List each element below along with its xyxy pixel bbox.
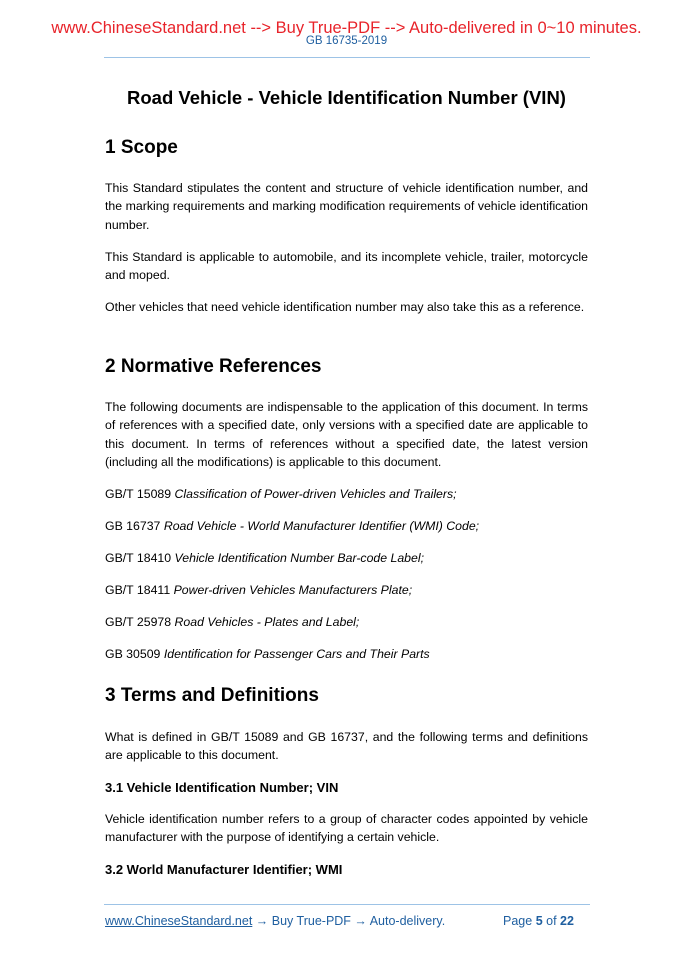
terms-intro: What is defined in GB/T 15089 and GB 16737, and the following terms and definitions are applicable to this document. xyxy=(105,730,588,763)
reference-item xyxy=(105,519,588,533)
footer-links xyxy=(105,914,445,928)
term-3-1-definition: Vehicle identification number refers to a group of character codes appointed by vehicle manufacturer with the purpose of identifying a certain vehicle. xyxy=(105,812,588,845)
term-3-1-heading: 3.1 Vehicle Identification Number; VIN xyxy=(105,780,339,795)
reference-code: GB/T 25978 xyxy=(105,615,172,629)
reference-item xyxy=(105,551,588,565)
document-title: Road Vehicle - Vehicle Identification Number (VIN) xyxy=(127,87,566,108)
reference-title: Road Vehicle - World Manufacturer Identifier (WMI) Code; xyxy=(163,519,480,533)
standard-number: GB 16735-2019 xyxy=(305,35,388,47)
header-divider xyxy=(104,57,590,58)
reference-code: GB 16737 xyxy=(105,519,161,533)
page-indicator xyxy=(503,914,574,928)
reference-title: Road Vehicles - Plates and Label; xyxy=(174,615,360,629)
reference-title: Identification for Passenger Cars and Their Parts xyxy=(163,647,430,661)
reference-code: GB 30509 xyxy=(105,647,161,661)
footer-site-link[interactable]: www.ChineseStandard.net xyxy=(105,914,253,928)
scope-paragraph: This Standard is applicable to automobile, and its incomplete vehicle, trailer, motorcycle and moped. xyxy=(105,250,588,283)
reference-title: Vehicle Identification Number Bar-code Label; xyxy=(174,551,425,565)
reference-title: Classification of Power-driven Vehicles and Trailers; xyxy=(174,487,457,501)
page-current: 5 xyxy=(535,914,543,928)
reference-code: GB/T 18411 xyxy=(105,583,171,597)
normative-references-heading: 2 Normative References xyxy=(105,356,322,377)
reference-item xyxy=(105,615,588,629)
scope-paragraph: Other vehicles that need vehicle identification number may also take this as a reference. xyxy=(105,300,585,314)
page-total: 22 xyxy=(560,914,574,928)
term-3-2-heading: 3.2 World Manufacturer Identifier; WMI xyxy=(105,862,343,877)
reference-item xyxy=(105,487,588,501)
reference-code: GB/T 18410 xyxy=(105,551,172,565)
page-label: Page xyxy=(503,914,533,928)
reference-title: Power-driven Vehicles Manufacturers Plate; xyxy=(173,583,413,597)
scope-heading: 1 Scope xyxy=(105,137,178,158)
reference-item xyxy=(105,647,588,661)
scope-paragraph: This Standard stipulates the content and structure of vehicle identification number, and the marking requirements and marking modification requirements of vehicle identification number. xyxy=(105,181,588,232)
page-of: of xyxy=(546,914,557,928)
reference-code: GB/T 15089 xyxy=(105,487,172,501)
footer-divider xyxy=(104,904,590,905)
terms-heading: 3 Terms and Definitions xyxy=(105,685,319,706)
normative-references-intro: The following documents are indispensable to the application of this document. In terms of references with a specified date, only versions with a specified date are applicable to this document. In terms of references without a specified date, the latest version (including all the modifications) is applicable to this document. xyxy=(105,400,588,469)
reference-item xyxy=(105,583,588,597)
footer-links-text: → Buy True-PDF → Auto-delivery. xyxy=(252,914,446,928)
top-banner-link[interactable]: www.ChineseStandard.net --> Buy True-PDF --> Auto-delivered in 0~10 minutes. xyxy=(51,19,642,37)
